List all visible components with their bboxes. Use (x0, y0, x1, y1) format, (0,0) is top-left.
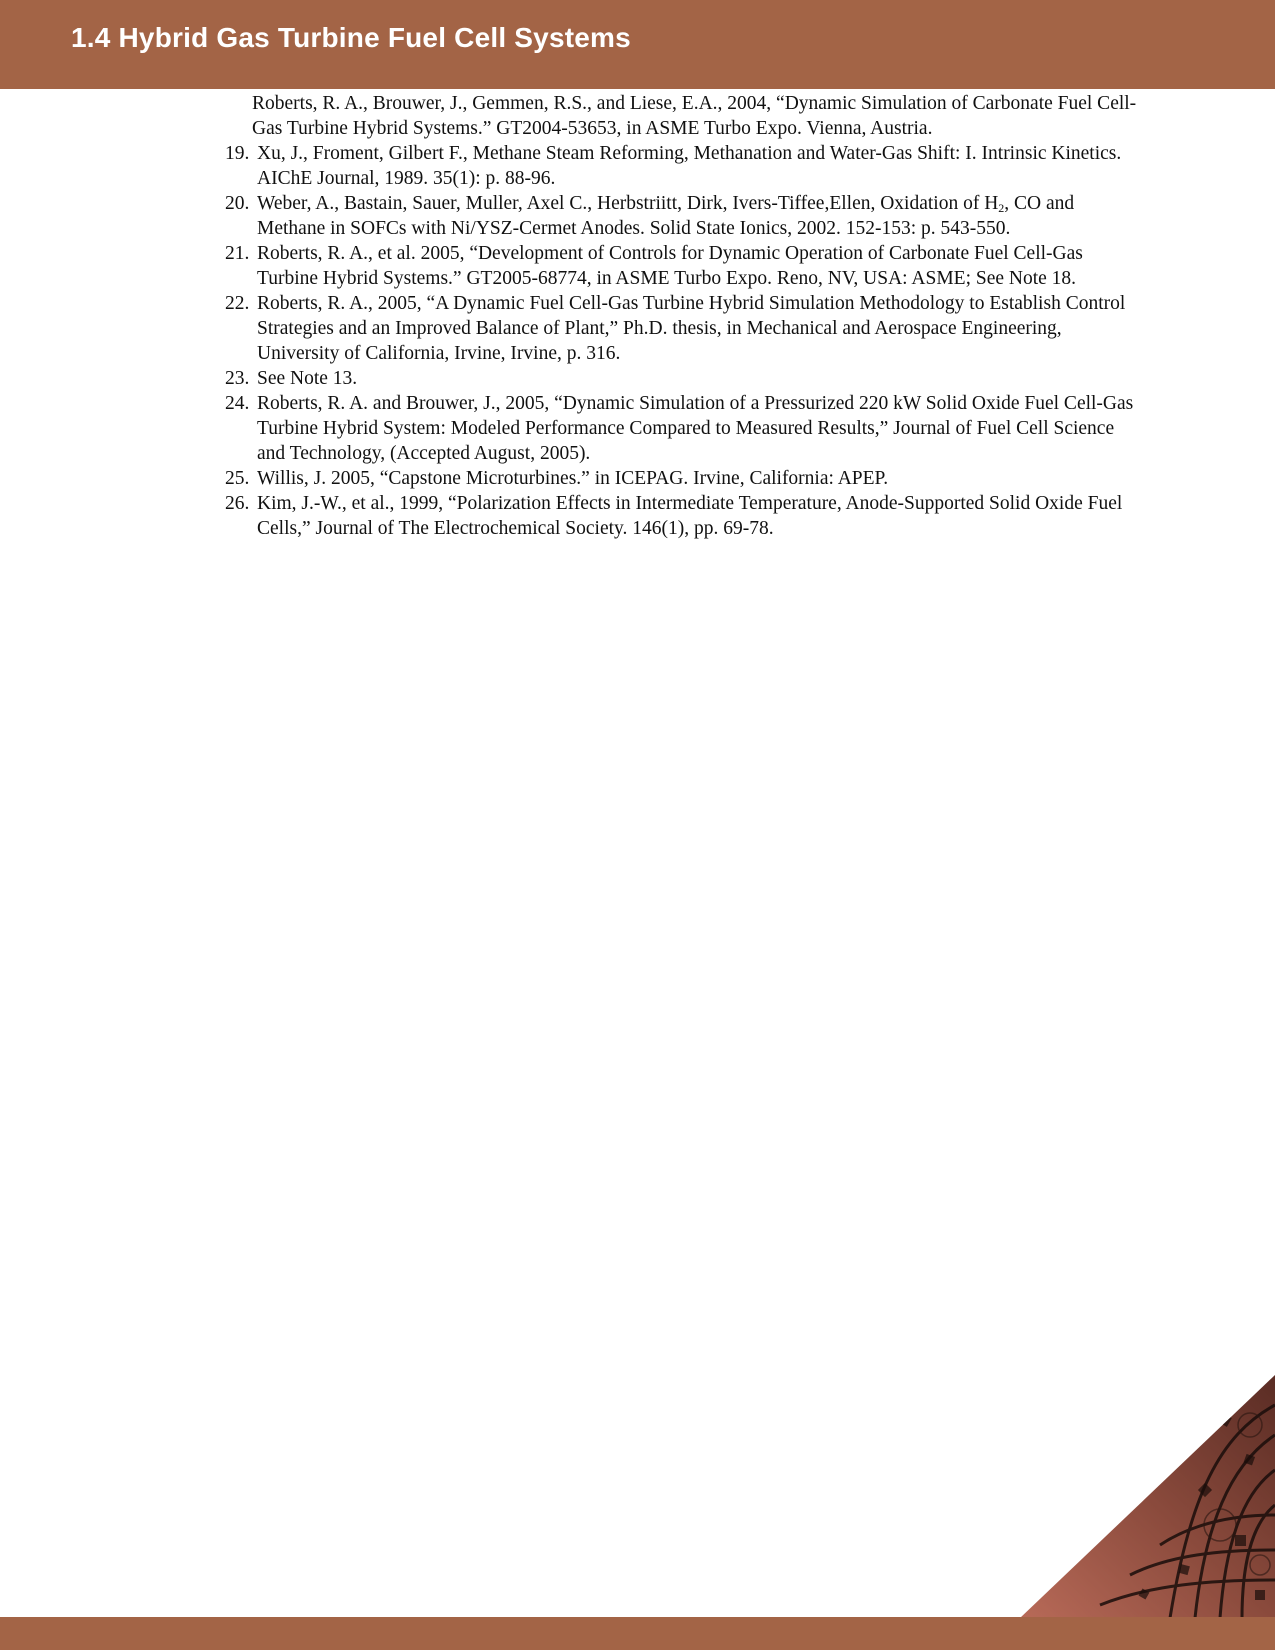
subscript: 2 (998, 201, 1005, 215)
reference-text (257, 191, 1225, 241)
reference-20 (225, 191, 1225, 241)
reference-number: 22. (225, 293, 250, 314)
reference-number: 23. (225, 368, 250, 389)
reference-number: 24. (225, 393, 250, 414)
reference-list (225, 91, 1225, 541)
reference-text-part: , CO and Methane in SOFCs with Ni/YSZ-Cermet Anodes. Solid State Ionics, 2002. 152-153: p. 543-550. (257, 193, 1075, 239)
corner-decorative-image (1020, 1375, 1275, 1618)
reference-continued (225, 91, 1225, 141)
reference-22 (225, 291, 1225, 366)
reference-text: Kim, J.-W., et al., 1999, “Polarization Effects in Intermediate Temperature, Anode-Supported Solid Oxide Fuel Cells,” Journal of The Electrochemical Society. 146(1), pp. 69-78. (257, 493, 1123, 539)
page-title: 1.4 Hybrid Gas Turbine Fuel Cell Systems (71, 22, 631, 53)
reference-text: Xu, J., Froment, Gilbert F., Methane Steam Reforming, Methanation and Water-Gas Shift: I. Intrinsic Kinetics. AIChE Journal, 1989. 35(1): p. 88-96. (257, 143, 1122, 189)
page-header-bar (0, 0, 1275, 89)
reference-text: Roberts, R. A., et al. 2005, “Development of Controls for Dynamic Operation of Carbonate Fuel Cell-Gas Turbine Hybrid Systems.” GT2005-68774, in ASME Turbo Expo. Reno, NV, USA: ASME; See Note 18. (257, 243, 1083, 289)
reference-text: Roberts, R. A. and Brouwer, J., 2005, “Dynamic Simulation of a Pressurized 220 kW Solid Oxide Fuel Cell-Gas Turbine Hybrid System: Modeled Performance Compared to Measured Results,” Journal of Fuel Cell Science and Technology, (Accepted August, 2005). (257, 393, 1134, 464)
reference-number: 25. (225, 468, 250, 489)
page-footer-bar (0, 1617, 1275, 1650)
reference-number: 19. (225, 143, 250, 164)
reference-25 (225, 466, 1225, 491)
reference-number: 21. (225, 243, 250, 264)
reference-text: See Note 13. (257, 368, 358, 389)
reference-23 (225, 366, 1225, 391)
reference-number: 26. (225, 493, 250, 514)
reference-26 (225, 491, 1225, 541)
reference-text: Roberts, R. A., Brouwer, J., Gemmen, R.S., and Liese, E.A., 2004, “Dynamic Simulation of Carbonate Fuel Cell- Gas Turbine Hybrid Systems.” GT2004-53653, in ASME Turbo Expo. Vienna, Austria. (252, 93, 1137, 139)
reference-24 (225, 391, 1225, 466)
reference-text-part: Weber, A., Bastain, Sauer, Muller, Axel C., Herbstriitt, Dirk, Ivers-Tiffee,Ellen, Oxidation of H (257, 193, 999, 214)
reference-19 (225, 141, 1225, 191)
reference-number: 20. (225, 193, 250, 214)
reference-text: Roberts, R. A., 2005, “A Dynamic Fuel Cell-Gas Turbine Hybrid Simulation Methodology to Establish Control Strategies and an Improved Balance of Plant,” Ph.D. thesis, in Mechanical and Aerospace Engineering, University of California, Irvine, Irvine, p. 316. (257, 293, 1126, 364)
reference-text: Willis, J. 2005, “Capstone Microturbines.” in ICEPAG. Irvine, California: APEP. (257, 468, 889, 489)
reference-21 (225, 241, 1225, 291)
